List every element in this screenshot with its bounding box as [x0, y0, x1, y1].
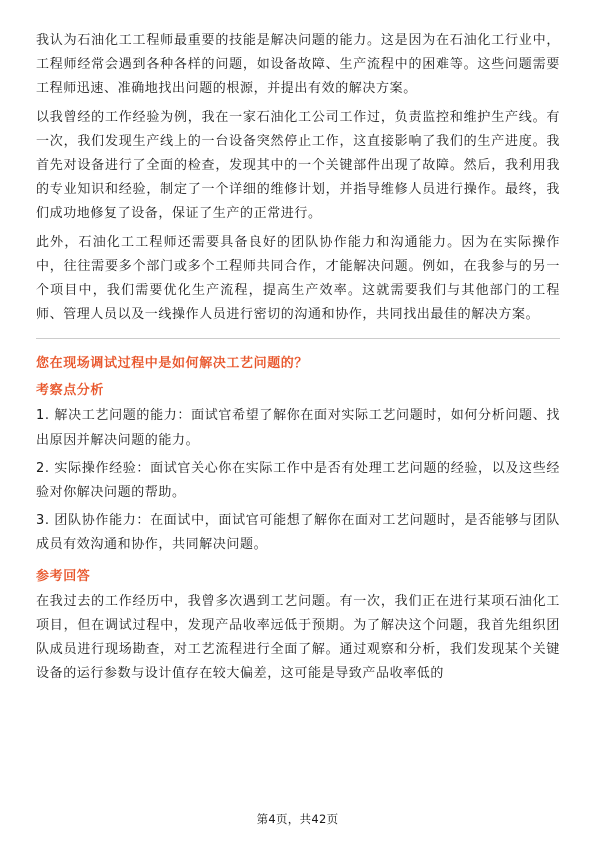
- answer-paragraph: 在我过去的工作经历中，我曾多次遇到工艺问题。有一次，我们正在进行某项石油化工项目，但在调试过程中，发现产品收率远低于预期。为了解决这个问题，我首先组织团队成员进行现场勘查，对工艺流程进行全面了解。通过观察和分析，我们发现某个关键设备的运行参数与设计值存在较大偏差，这可能是导致产品收率低的: [36, 593, 560, 682]
- analysis-item-1: 1. 解决工艺问题的能力：面试官希望了解你在面对实际工艺问题时，如何分析问题、找出原因并解决问题的能力。: [36, 408, 560, 448]
- analysis-heading: 考察点分析: [36, 383, 105, 399]
- section-divider: [36, 338, 560, 339]
- intro-paragraph-3: 此外，石油化工工程师还需要具备良好的团队协作能力和沟通能力。因为在实际操作中，往往需要多个部门或多个工程师共同合作，才能解决问题。例如，在我参与的另一个项目中，我们需要优化生产流程，提高生产效率。这就需要我们与其他部门的工程师、管理人员以及一线操作人员进行密切的沟通和协作，共同找出最佳的解决方案。: [36, 234, 560, 323]
- intro-paragraph-2: 以我曾经的工作经验为例，我在一家石油化工公司工作过，负责监控和维护生产线。有一次，我们发现生产线上的一台设备突然停止工作，这直接影响了我们的生产进度。我首先对设备进行了全面的检查，发现其中的一个关键部件出现了故障。然后，我利用我的专业知识和经验，制定了一个详细的维修计划，并指导维修人员进行操作。最终，我们成功地修复了设备，保证了生产的正常进行。: [36, 109, 560, 222]
- document-body: [36, 29, 560, 690]
- analysis-item-3: 3. 团队协作能力：在面试中，面试官可能想了解你在面对工艺问题时，是否能够与团队成员有效沟通和协作，共同解决问题。: [36, 513, 560, 553]
- page-indicator: 第4页，共42页: [256, 812, 339, 826]
- answer-heading: 参考回答: [36, 568, 91, 584]
- intro-paragraph-1: 我认为石油化工工程师最重要的技能是解决问题的能力。这是因为在石油化工行业中，工程师经常会遇到各种各样的问题，如设备故障、生产流程中的困难等。这些问题需要工程师迅速、准确地找出问题的根源，并提出有效的解决方案。: [36, 33, 560, 97]
- analysis-item-2: 2. 实际操作经验：面试官关心你在实际工作中是否有处理工艺问题的经验，以及这些经验对你解决问题的帮助。: [36, 460, 560, 501]
- interview-question: 您在现场调试过程中是如何解决工艺问题的？: [36, 356, 309, 372]
